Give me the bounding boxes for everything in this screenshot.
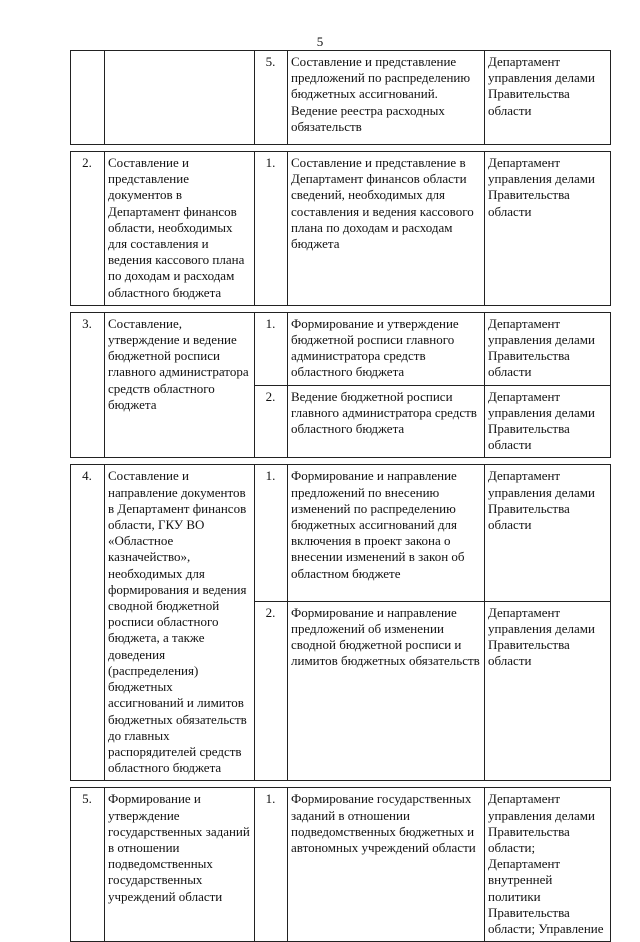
- responsible-dept: Департамент управления делами Правительства области: [485, 51, 611, 145]
- responsible-dept: Департамент управления делами Правительства области: [485, 465, 611, 601]
- row-name: Составление и направление документов в Департамент финансов области, ГКУ ВО «Областное казначейство», необходимых для формирования и ведения сводной бюджетной росписи областного бюджета, а также доведения (распределения) бюджетных ассигнований и лимитов бюджетных обязательств до главных распорядителей средств областного бюджета: [105, 465, 255, 781]
- sub-number: 2.: [255, 385, 288, 458]
- row-number: 2.: [71, 152, 105, 306]
- row-number: 4.: [71, 465, 105, 781]
- row-name: Составление и представление документов в Департамент финансов области, необходимых для составления и ведения кассового плана по доходам и расходам областного бюджета: [105, 152, 255, 306]
- table-row: [71, 51, 611, 145]
- sub-number: 2.: [255, 601, 288, 781]
- sub-number: 1.: [255, 312, 288, 385]
- sub-description: Формирование и направление предложений об изменении сводной бюджетной росписи и лимитов бюджетных обязательств: [288, 601, 485, 781]
- responsible-dept: Департамент управления делами Правительства области; Департамент внутренней политики Правительства области; Управление: [485, 788, 611, 942]
- procedures-table: [70, 50, 611, 942]
- sub-number: 5.: [255, 51, 288, 145]
- sub-description: Составление и представление в Департамент финансов области сведений, необходимых для составления и ведения кассового плана по доходам и расходам бюджета: [288, 152, 485, 306]
- sub-number: 1.: [255, 152, 288, 306]
- table-row: [71, 465, 611, 601]
- table-row: [71, 152, 611, 306]
- sub-description: Формирование государственных заданий в отношении подведомственных бюджетных и автономных учреждений области: [288, 788, 485, 942]
- row-number: 5.: [71, 788, 105, 942]
- page-number: 5: [316, 34, 324, 49]
- row-number: [71, 51, 105, 145]
- table-row: [71, 788, 611, 942]
- responsible-dept: Департамент управления делами Правительства области: [485, 385, 611, 458]
- row-name: Формирование и утверждение государственных заданий в отношении подведомственных государственных учреждений области: [105, 788, 255, 942]
- sub-number: 1.: [255, 788, 288, 942]
- responsible-dept: Департамент управления делами Правительства области: [485, 152, 611, 306]
- responsible-dept: Департамент управления делами Правительства области: [485, 312, 611, 385]
- sub-description: Формирование и утверждение бюджетной росписи главного администратора средств областного бюджета: [288, 312, 485, 385]
- sub-description: Ведение бюджетной росписи главного администратора средств областного бюджета: [288, 385, 485, 458]
- row-name: Составление, утверждение и ведение бюджетной росписи главного администратора средств областного бюджета: [105, 312, 255, 458]
- responsible-dept: Департамент управления делами Правительства области: [485, 601, 611, 781]
- row-name: [105, 51, 255, 145]
- sub-description: Формирование и направление предложений по внесению изменений по распределению бюджетных ассигнований для включения в проект закона о внесении изменений в закон об областном бюджете: [288, 465, 485, 601]
- sub-number: 1.: [255, 465, 288, 601]
- sub-description: Составление и представление предложений по распределению бюджетных ассигнований. Ведение реестра расходных обязательств: [288, 51, 485, 145]
- row-number: 3.: [71, 312, 105, 458]
- table-row: [71, 312, 611, 385]
